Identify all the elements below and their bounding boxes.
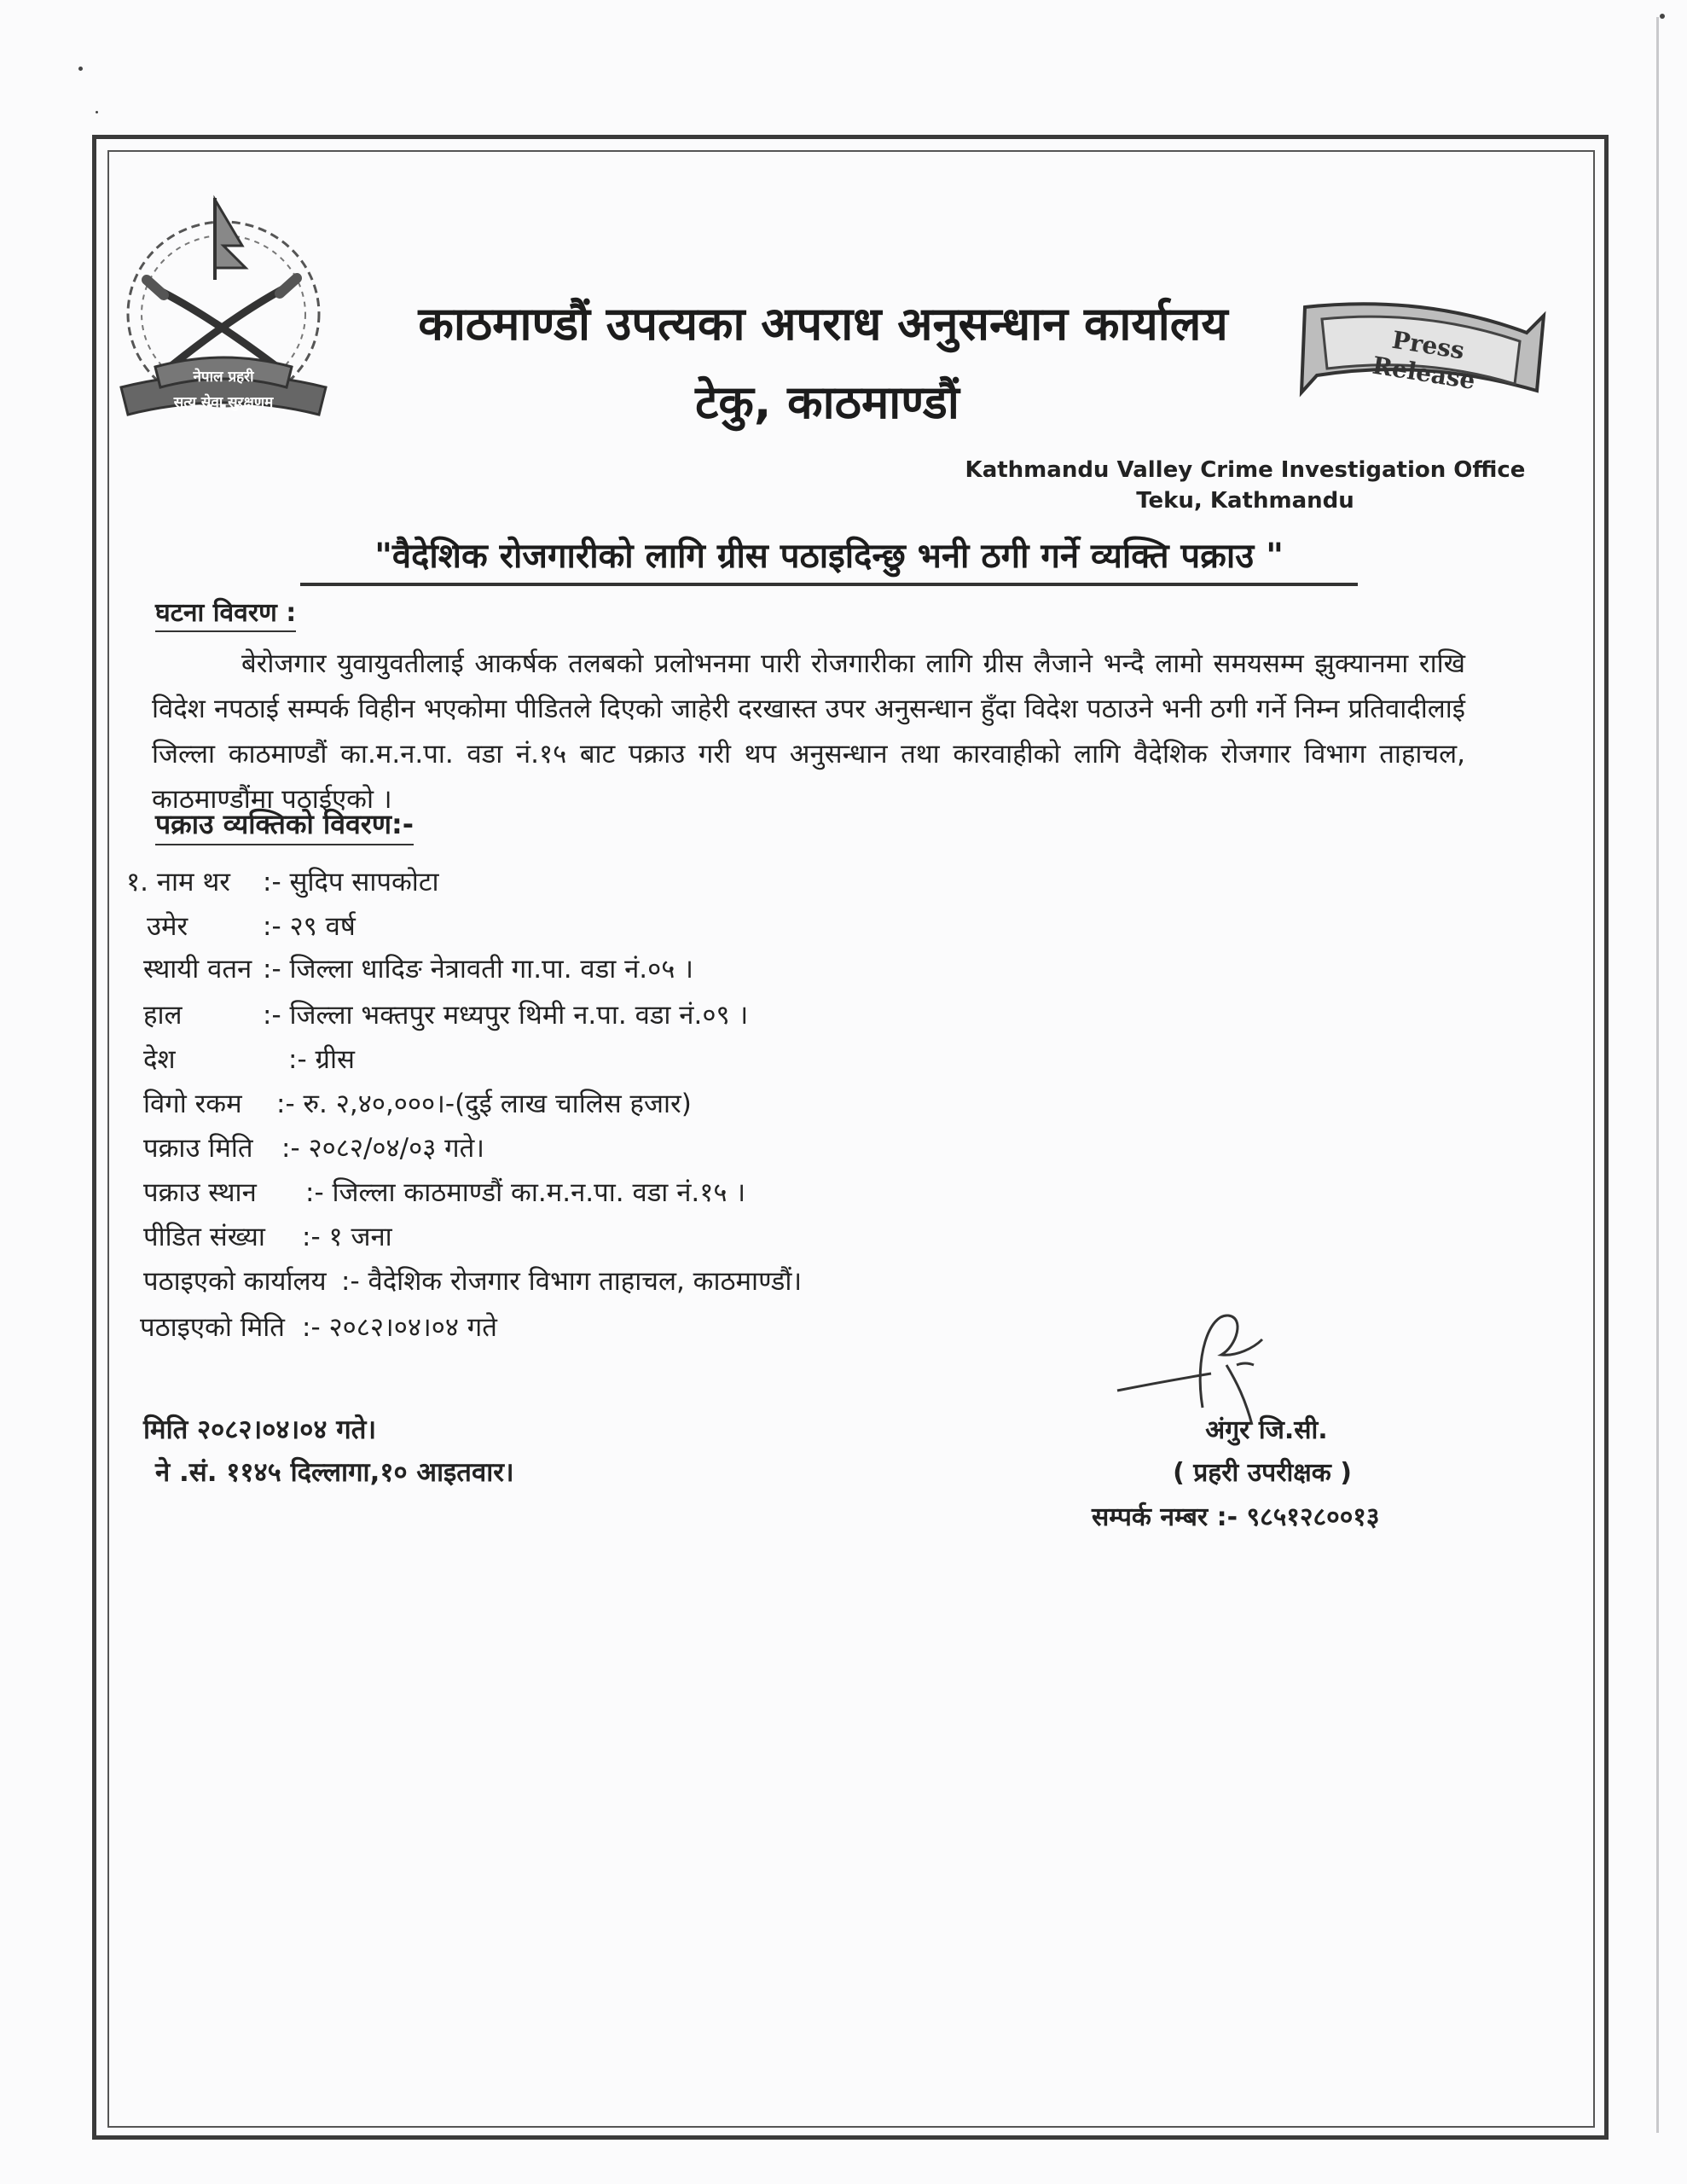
news-headline: "वैदेशिक रोजगारीको लागि ग्रीस पठाइदिन्छु भनी ठगी गर्ने व्यक्ति पक्राउ " bbox=[300, 531, 1358, 586]
detail-row bbox=[143, 1085, 692, 1121]
emblem-top-text: नेपाल प्रहरी bbox=[193, 369, 254, 386]
detail-row bbox=[143, 996, 748, 1032]
detail-label: हाल bbox=[143, 1000, 183, 1031]
detail-value: :- रु. २,४०,०००।-(दुई लाख चालिस हजार) bbox=[276, 1089, 692, 1119]
scan-edge-line bbox=[1656, 17, 1659, 2133]
detail-label: पीडित संख्या bbox=[143, 1222, 265, 1252]
detail-value: :- २०८२/०४/०३ गते। bbox=[281, 1133, 485, 1164]
incident-paragraph bbox=[152, 642, 1465, 822]
detail-label: पठाइएको मिति bbox=[140, 1312, 285, 1343]
scan-speck bbox=[1660, 14, 1665, 19]
emblem-bottom-text: सत्य सेवा सुरक्षणम bbox=[173, 394, 274, 411]
detail-value: :- २९ वर्ष bbox=[263, 911, 356, 942]
detail-value: :- जिल्ला भक्तपुर मध्यपुर थिमी न.पा. वडा नं.०९ । bbox=[263, 1000, 749, 1031]
release-date: मिति २०८२।०४।०४ गते। bbox=[143, 1414, 377, 1445]
scan-speck bbox=[96, 111, 98, 113]
detail-row bbox=[143, 1041, 355, 1077]
detail-label: स्थायी वतन bbox=[143, 954, 252, 985]
detail-row bbox=[143, 1218, 392, 1254]
signatory-name: अंगुर जि.सी. bbox=[1205, 1415, 1328, 1445]
contact-number: सम्पर्क नम्बर :- ९८५१२८००१३ bbox=[1092, 1502, 1380, 1532]
arrested-details-label: पक्राउ व्यक्तिको विवरण:- bbox=[155, 805, 414, 845]
office-name-nepali: काठमाण्डौं उपत्यका अपराध अनुसन्धान कार्यालय bbox=[418, 297, 1228, 351]
detail-value: :- १ जना bbox=[302, 1222, 392, 1252]
detail-label: १. नाम थर bbox=[126, 867, 230, 897]
office-name-english: Kathmandu Valley Crime Investigation Office bbox=[965, 457, 1526, 483]
detail-row bbox=[147, 908, 356, 944]
detail-value: :- २०८२।०४।०४ गते bbox=[302, 1312, 497, 1343]
detail-row bbox=[143, 1174, 745, 1210]
press-release-label: Press Release bbox=[1370, 325, 1477, 396]
detail-label: उमेर bbox=[147, 911, 188, 942]
detail-label: पठाइएको कार्यालय bbox=[143, 1266, 327, 1297]
detail-label: विगो रकम bbox=[143, 1089, 242, 1119]
detail-row bbox=[143, 1130, 484, 1165]
office-location-nepali: टेकु, काठमाण्डौं bbox=[695, 375, 959, 429]
detail-row bbox=[140, 1309, 497, 1345]
detail-row bbox=[143, 1263, 802, 1298]
incident-label: घटना विवरण : bbox=[155, 594, 296, 632]
detail-label: पक्राउ स्थान bbox=[143, 1177, 257, 1208]
detail-value: :- जिल्ला काठमाण्डौं का.म.न.पा. वडा नं.१५ । bbox=[305, 1177, 746, 1208]
detail-row bbox=[143, 950, 693, 986]
detail-value: :- वैदेशिक रोजगार विभाग ताहाचल, काठमाण्डौं। bbox=[341, 1266, 803, 1297]
incident-text: बेरोजगार युवायुवतीलाई आकर्षक तलबको प्रलोभनमा पारी रोजगारीका लागि ग्रीस लैजाने भन्दै लामो समयसम्म झुक्यानमा राखि विदेश नपठाई सम्पर्क विहीन भएकोमा पीडितले दिएको जाहेरी दरखास्त उपर अनुसन्धान हुँदा विदेश पठाउने भनी ठगी गर्ने निम्न प्रतिवादीलाई जिल्ला काठमाण्डौं का.म.न.पा. वडा नं.१५ बाट पक्राउ गरी थप अनुसन्धान तथा कारवाहीको लागि वैदेशिक रोजगार विभाग ताहाचल, काठमाण्डौंमा पठाईएको । bbox=[152, 648, 1465, 815]
detail-value: :- सुदिप सापकोटा bbox=[263, 867, 439, 897]
detail-row bbox=[126, 863, 438, 899]
signatory-rank: ( प्रहरी उपरीक्षक ) bbox=[1173, 1458, 1352, 1488]
office-location-english: Teku, Kathmandu bbox=[1136, 488, 1354, 514]
nepal-sambat-date: ने .सं. ११४५ दिल्लागा,१० आइतवार। bbox=[155, 1457, 514, 1488]
detail-label: पक्राउ मिति bbox=[143, 1133, 253, 1164]
scan-speck bbox=[78, 67, 83, 71]
detail-label: देश bbox=[143, 1044, 176, 1075]
detail-value: :- ग्रीस bbox=[288, 1044, 355, 1075]
detail-value: :- जिल्ला धादिङ नेत्रावती गा.पा. वडा नं.०५ । bbox=[263, 954, 694, 985]
nepal-police-emblem-icon bbox=[96, 186, 343, 433]
